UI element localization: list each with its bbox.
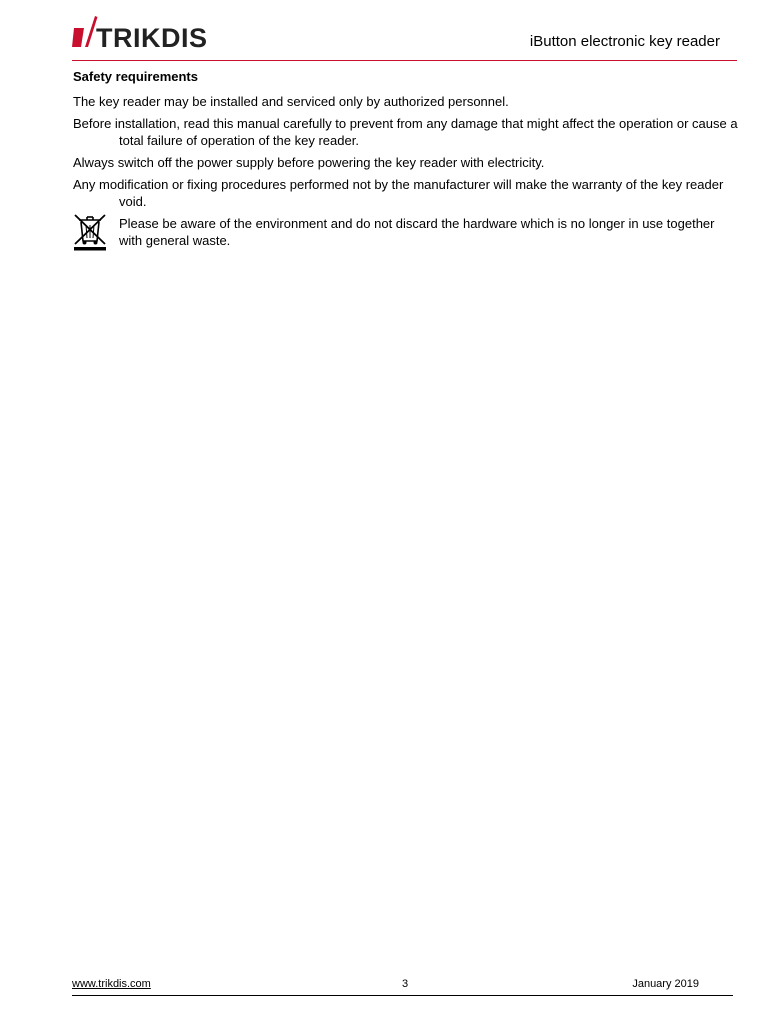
weee-crossed-bin-icon <box>73 211 107 251</box>
safety-paragraph-power-off: Always switch off the power supply before powering the key reader with electricity. <box>73 155 545 170</box>
disposal-note <box>73 215 738 249</box>
section-heading: Safety requirements <box>73 69 198 84</box>
logo-wordmark: TRIKDIS <box>96 23 208 53</box>
safety-paragraph-read-manual: Before installation, read this manual carefully to prevent from any damage that might affect the operation or cause a total failure of operation of the key reader. <box>73 116 738 148</box>
safety-section <box>73 68 738 249</box>
footer-website-link[interactable]: www.trikdis.com <box>72 978 151 990</box>
header-divider <box>72 60 737 61</box>
disposal-note-text: Please be aware of the environment and do not discard the hardware which is no longer in use together with general waste. <box>119 216 715 248</box>
footer-page-number: 3 <box>402 978 409 990</box>
safety-paragraph-warranty: Any modification or fixing procedures performed not by the manufacturer will make the warranty of the key reader void. <box>73 177 724 209</box>
footer-divider <box>72 995 733 996</box>
safety-paragraph-authorized-personnel: The key reader may be installed and serviced only by authorized personnel. <box>73 94 509 109</box>
logo-mark-red <box>72 28 84 47</box>
trikdis-logo <box>72 14 258 60</box>
footer-date: January 2019 <box>632 978 699 990</box>
document-title: iButton electronic key reader <box>529 33 720 50</box>
